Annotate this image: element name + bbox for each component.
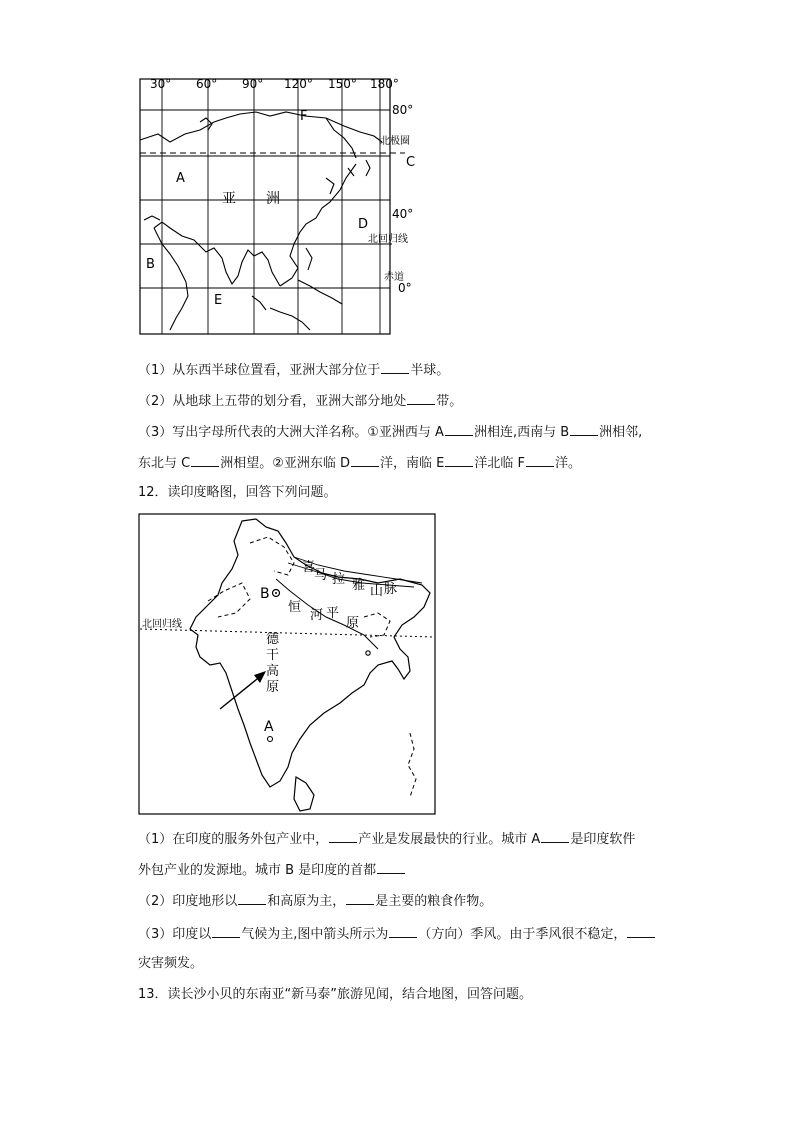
india-map <box>138 513 436 815</box>
letter-d: D <box>358 217 369 232</box>
answer-blank[interactable] <box>445 454 473 467</box>
lat-label-0: 0° <box>398 281 412 295</box>
himalaya-char-5: 山 <box>370 584 384 599</box>
ganges-char-3: 平 <box>326 606 340 621</box>
equator-label: 赤道 <box>384 272 404 283</box>
letter-a: A <box>176 171 185 186</box>
answer-blank[interactable] <box>351 454 379 467</box>
himalaya-char-6: 脉 <box>384 582 398 597</box>
city-b-label: B <box>260 586 270 602</box>
deccan-char-3: 高 <box>266 664 280 679</box>
himalaya-char-4: 雅 <box>352 578 366 593</box>
q11-line-1: （1）从东西半球位置看，亚洲大部分位于 半球。 <box>138 363 450 378</box>
answer-blank[interactable] <box>329 830 357 843</box>
answer-blank[interactable] <box>570 423 598 436</box>
q13-title: 13．读长沙小贝的东南亚“新马泰”旅游见闻，结合地图，回答问题。 <box>138 987 533 1002</box>
answer-blank[interactable] <box>389 925 417 938</box>
himalaya-char-2: 马 <box>314 568 328 583</box>
lon-label-180: 180° <box>370 77 399 91</box>
lon-label-60: 60° <box>196 77 218 91</box>
q12-line-4: （3）印度以 气候为主,图中箭头所示为 （方向）季风。由于季风很不稳定， <box>138 925 656 943</box>
arrow-head-icon <box>254 671 266 683</box>
q11-line-3: （3）写出字母所代表的大洲大洋名称。①亚洲西与 A 洲相连,西南与 B 洲相邻, <box>138 425 643 440</box>
deccan-char-1: 德 <box>266 632 280 647</box>
asia-map <box>130 72 420 338</box>
q12-line-2: 外包产业的发源地。城市 B 是印度的首都 <box>138 861 406 879</box>
city-a-marker <box>268 737 273 742</box>
latitude-grid <box>140 110 390 288</box>
answer-blank[interactable] <box>377 861 405 874</box>
arctic-circle-label: 北极圈 <box>380 136 410 147</box>
city-c-marker <box>366 651 370 655</box>
answer-blank[interactable] <box>627 925 655 938</box>
lon-label-150: 150° <box>328 77 357 91</box>
lon-label-30: 30° <box>150 77 172 91</box>
letter-b: B <box>146 257 155 272</box>
sri-lanka-outline <box>294 777 314 811</box>
ganges-char-2: 河 <box>310 608 324 623</box>
map-frame <box>140 79 390 334</box>
answer-blank[interactable] <box>238 892 266 905</box>
q12-line-5: 灾害频发。 <box>138 956 204 971</box>
deccan-char-4: 原 <box>266 680 280 695</box>
answer-blank[interactable] <box>346 892 374 905</box>
asia-char-2: 洲 <box>266 191 280 207</box>
ganges-char-1: 恒 <box>288 600 302 615</box>
answer-blank[interactable] <box>381 361 409 374</box>
ganges-char-4: 原 <box>346 616 360 631</box>
q12-line-3: （2）印度地形以 和高原为主， 是主要的粮食作物。 <box>138 894 493 909</box>
tropic-label: 北回归线 <box>142 619 182 630</box>
border-lines <box>208 537 416 797</box>
answer-blank[interactable] <box>541 830 569 843</box>
himalaya-char-1: 喜 <box>302 560 316 575</box>
city-a-label: A <box>264 719 274 735</box>
q12-line-1: （1）在印度的服务外包产业中， 产业是发展最快的行业。城市 A 是印度软件 <box>138 832 636 847</box>
q11-line-2: （2）从地球上五带的划分看，亚洲大部分地处 带。 <box>138 394 463 409</box>
monsoon-arrow <box>220 675 262 709</box>
answer-blank[interactable] <box>407 392 435 405</box>
q12-title: 12．读印度略图，回答下列问题。 <box>138 485 337 500</box>
answer-blank[interactable] <box>191 454 219 467</box>
letter-f: F <box>300 109 308 124</box>
deccan-char-2: 干 <box>266 648 280 663</box>
himalaya-char-3: 拉 <box>332 572 346 587</box>
tropic-line <box>140 629 434 637</box>
coastline <box>140 112 382 330</box>
asia-char-1: 亚 <box>222 191 236 207</box>
lon-label-120: 120° <box>284 77 313 91</box>
answer-blank[interactable] <box>212 925 240 938</box>
answer-blank[interactable] <box>526 454 554 467</box>
q11-line-4: 东北与 C 洲相望。②亚洲东临 D 洋，南临 E 洋北临 F 洋。 <box>138 456 582 471</box>
answer-blank[interactable] <box>445 423 473 436</box>
lon-label-90: 90° <box>242 77 264 91</box>
letter-c: C <box>406 155 416 170</box>
lat-label-80: 80° <box>392 103 414 117</box>
letter-e: E <box>214 293 223 308</box>
lat-label-40: 40° <box>392 207 414 221</box>
tropic-label: 北回归线 <box>368 234 408 245</box>
